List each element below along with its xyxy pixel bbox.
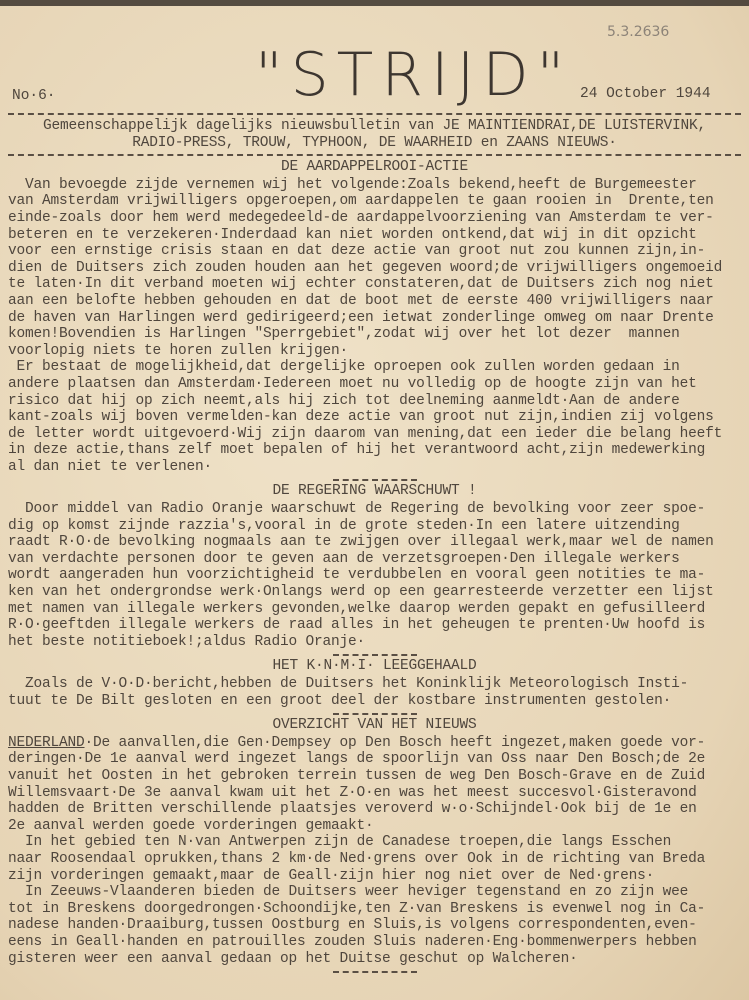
divider bbox=[333, 971, 417, 973]
section-heading: DE REGERING WAARSCHUWT ! bbox=[272, 483, 477, 500]
issue-number: No·6· bbox=[12, 88, 56, 104]
bulletin-content bbox=[0, 110, 749, 975]
divider bbox=[333, 479, 417, 481]
archive-number: 5.3.2636 bbox=[607, 24, 670, 40]
divider bbox=[8, 113, 741, 115]
section-heading: OVERZICHT VAN HET NIEUWS bbox=[272, 717, 477, 734]
divider bbox=[333, 713, 417, 715]
section-body: Door middel van Radio Oranje waarschuwt de Regering de bevolking voor zeer spoe- dig op komst zijnde razzia's,vooral in de grote steden·In een latere uitzending raadt R·O·de bevolking nogmaals aan te zwijgen over illegaal werk,maar wel de namen van verdachte personen door te geven aan de verzetsgroepen·Den illegale werkers wordt aangeraden hun voorzichtigheid te verdubbelen en vooral geen notities te ma- ken van het ondergrondse werk·Onlangs werd op een gearresteerde verzetter een lijst met namen van illegale werkers gevonden,welke daarop werden gepakt en gefusilleerd R·O·geeftden illegale werkers de raad alles in het geheugen te prenten·Uw hoofd is het beste notitieboek!;aldus Radio Oranje· bbox=[8, 501, 714, 650]
section-body: Van bevoegde zijde vernemen wij het volgende:Zoals bekend,heeft de Burgemeester van Amsterdam vrijwilligers opgeroepen,om aardappelen te gaan rooien in Drente,ten einde-zoals door hem werd medegedeeld-de aardappelvoorziening van Amsterdam te ver- beteren en te verzekeren·Inderdaad kan niet worden ontkend,dat wij in dit opzicht voor een ernstige crisis staan en dat deze actie van groot nut zou kunnen zijn,in- dien de Duitsers zich zouden houden aan het gegeven woord;de vrijwilligers ongemoeid te laten·In dit verband moeten wij echter constateren,dat de Duitsers zich nog niet aan een belofte hebben gehouden en dat de boot met de eerste 400 vrijwilligers naar de haven van Harlingen werd gedirigeerd;een ietwat zonderlinge omweg om naar Drente komen!Bovendien is Harlingen "Sperrgebiet",zodat wij over het lot dezer mannen voorlopig niets te horen zullen krijgen· Er bestaat de mogelijkheid,dat dergelijke oproepen ook zullen worden gedaan in andere plaatsen dan Amsterdam·Iedereen moet nu volledig op de hoogte zijn van het risico dat hij op zich neemt,als hij zich tot deelneming aanmeldt·Aan de andere kant-zoals wij boven vermelden-kan deze actie van groot nut zijn,indien zij volgens de letter wordt uitgevoerd·Wij zijn daarom van mening,dat een ieder die belang heeft in deze actie,thans zelf moet bepalen of hij het verantwoord acht,zijn medewerking al dan niet te verlenen· bbox=[8, 176, 723, 475]
page-top-edge bbox=[0, 0, 749, 6]
section-heading: HET K·N·M·I· LEEGGEHAALD bbox=[272, 658, 477, 675]
masthead-title: "STRIJD" bbox=[255, 40, 573, 110]
subtitle-line-1: Gemeenschappelijk dagelijks nieuwsbulletin van JE MAINTIENDRAI,DE LUISTERVINK, bbox=[42, 118, 707, 134]
section-heading: DE AARDAPPELROOI-ACTIE bbox=[280, 159, 469, 176]
section-body: NEDERLAND·De aanvallen,die Gen·Dempsey op Den Bosch heeft ingezet,maken goede vor- deringen·De 1e aanval werd ingezet langs de spoorlijn van Oss naar Den Bosch;de 2e vanuit het Oosten in het gebroken terrein tussen de weg Den Bosch-Grave en de Zuid Willemsvaart·De 3e aanval kwam uit het Z·O·en was het meest succesvol·Gisteravond hadden de Britten verschillende plaatsjes veroverd w·o·Schijndel·Ook bij de 1e en 2e aanval werden goede vorderingen gemaakt· In het gebied ten N·van Antwerpen zijn de Canadese troepen,die langs Esschen naar Roosendaal oprukken,thans 2 km·de Ned·grens over Ook in de richting van Breda zijn vorderingen gemaakt,maar de Geall·zijn hier nog niet over de Ned·grens· In Zeeuws-Vlaanderen bieden de Duitsers weer heviger tegenstand en zo zijn wee tot in Breskens doorgedrongen·Schoondijke,ten Z·van Breskens is evenwel nog in Ca- nadese handen·Draaiburg,tussen Oostburg en Sluis,is volgens correspondenten,even- eens in Geall·handen en patrouilles zouden Sluis naderen·Eng·bommenwerpers hebben gisteren weer een aanval gedaan op het Duitse geschut op Walcheren· bbox=[8, 734, 706, 967]
region-label: NEDERLAND bbox=[8, 734, 85, 751]
divider bbox=[333, 654, 417, 656]
subtitle-line-2: RADIO-PRESS, TROUW, TYPHOON, DE WAARHEID en ZAANS NIEUWS· bbox=[132, 134, 617, 151]
issue-date: 24 October 1944 bbox=[580, 86, 711, 102]
section-body: Zoals de V·O·D·bericht,hebben de Duitsers het Koninklijk Meteorologisch Insti- tuut te De Bilt gesloten en een groot deel der kostbare instrumenten gestolen· bbox=[8, 676, 689, 709]
divider bbox=[8, 154, 741, 156]
